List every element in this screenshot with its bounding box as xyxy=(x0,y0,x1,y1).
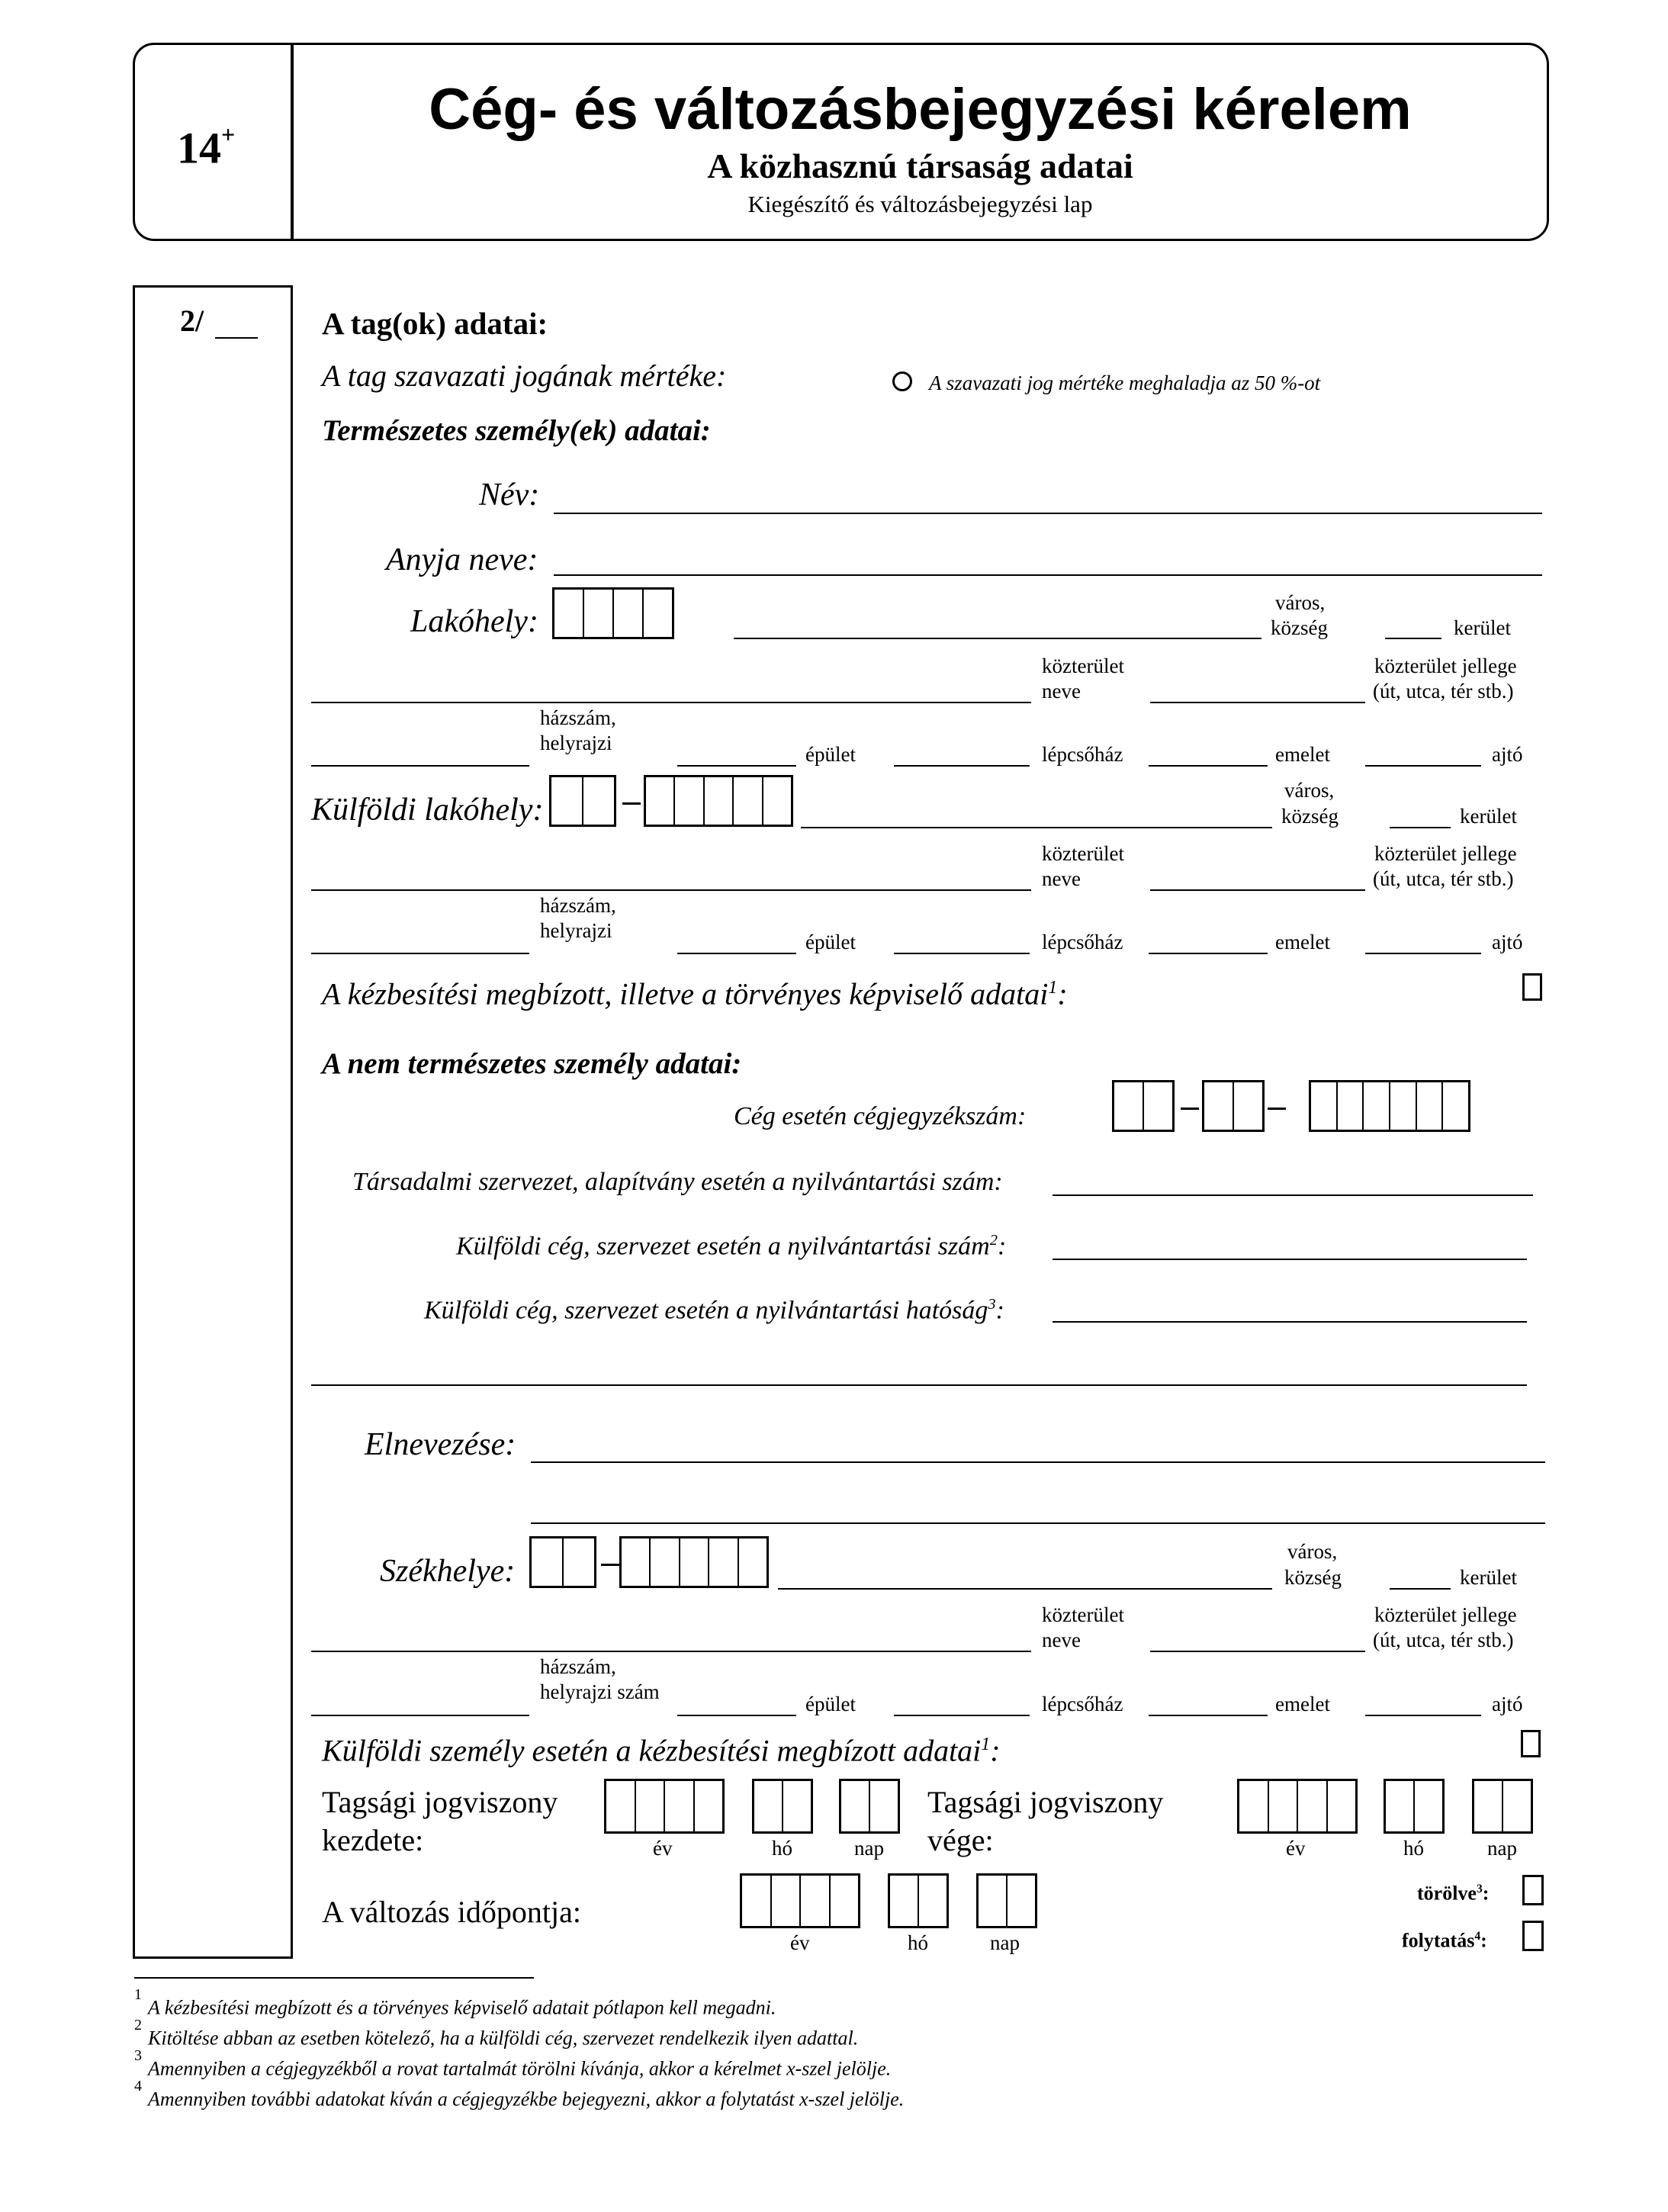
company-reg-cells-2[interactable] xyxy=(1202,1080,1265,1132)
foreign-delegate-label-sup: 1 xyxy=(981,1735,991,1754)
foreign-residence-door-field[interactable] xyxy=(1365,953,1481,954)
residence-street-label-2: neve xyxy=(1042,680,1081,703)
seat-district-field[interactable] xyxy=(1390,1588,1451,1590)
seat-stairs-label: lépcsőház xyxy=(1042,1693,1123,1715)
foreign-residence-street-type-label-2: (út, utca, tér stb.) xyxy=(1373,867,1514,890)
start-month-label: hó xyxy=(772,1837,792,1860)
end-label-2: vége: xyxy=(927,1823,994,1857)
foreign-residence-country-cells[interactable] xyxy=(549,775,616,827)
seat-street-type-label-1: közterület jellege xyxy=(1374,1603,1517,1626)
end-year-label: év xyxy=(1286,1837,1306,1860)
deleted-label-sup: 3 xyxy=(1476,1882,1483,1895)
company-reg-cells-1[interactable] xyxy=(1112,1080,1175,1132)
seat-building-label: épület xyxy=(805,1693,856,1715)
name-label: Név: xyxy=(479,477,540,513)
footnote-separator xyxy=(134,1977,534,1979)
seat-country-cells[interactable] xyxy=(529,1536,596,1588)
foreign-residence-street-field[interactable] xyxy=(311,889,1031,891)
company-reg-label: Cég esetén cégjegyzékszám: xyxy=(734,1102,1027,1130)
residence-label: Lakóhely: xyxy=(410,604,538,639)
vote-label: A tag szavazati jogának mértéke: xyxy=(322,358,727,393)
form-subtitle: A közhasznú társaság adatai xyxy=(707,146,1133,185)
end-day-label: nap xyxy=(1487,1837,1517,1860)
residence-building-label: épület xyxy=(805,743,856,766)
seat-house-label-1: házszám, xyxy=(540,1655,616,1678)
residence-district-label: kerület xyxy=(1454,616,1511,639)
foreign-residence-dash xyxy=(622,802,641,805)
residence-street-type-field[interactable] xyxy=(1150,702,1365,703)
change-month-label: hó xyxy=(908,1931,928,1954)
continue-label: folytatás$^4$: xyxy=(1402,1929,1487,1952)
continue-label-sup: 4 xyxy=(1474,1930,1481,1943)
seat-floor-label: emelet xyxy=(1275,1693,1330,1715)
end-month-label: hó xyxy=(1403,1837,1424,1860)
footnote-3-number: 3 xyxy=(134,2047,142,2064)
delegate-label-text: A kézbesítési megbízott, illetve a törvényes képviselő adatai xyxy=(322,976,1049,1011)
foreign-auth-label-text: Külföldi cég, szervezet esetén a nyilvántartási hatóság xyxy=(424,1296,988,1325)
seat-street-type-label-2: (út, utca, tér stb.) xyxy=(1373,1628,1514,1651)
residence-city-label-1: város, xyxy=(1275,591,1326,614)
foreign-auth-field[interactable] xyxy=(1053,1321,1527,1323)
continue-checkbox[interactable] xyxy=(1522,1921,1544,1951)
seat-door-label: ajtó xyxy=(1492,1693,1523,1715)
form-number-value: 14 xyxy=(177,123,221,173)
seat-zip-cells[interactable] xyxy=(619,1536,769,1588)
naming-label: Elnevezése: xyxy=(365,1427,516,1462)
residence-city-field[interactable] xyxy=(734,638,1261,639)
footnote-3 xyxy=(134,2047,892,2081)
seat-house-label-2: helyrajzi szám xyxy=(540,1680,660,1703)
foreign-residence-building-label: épület xyxy=(805,931,856,953)
form-number xyxy=(177,114,235,172)
social-org-label: Társadalmi szervezet, alapítvány esetén a nyilvántartási szám: xyxy=(352,1168,1003,1196)
social-org-field[interactable] xyxy=(1053,1194,1533,1196)
foreign-residence-stairs-label: lépcsőház xyxy=(1042,931,1123,953)
foreign-reg-field[interactable] xyxy=(1053,1259,1527,1260)
name-field[interactable] xyxy=(554,513,1542,514)
residence-district-field[interactable] xyxy=(1385,638,1441,639)
delegate-label: A kézbesítési megbízott, illetve a törvényes képviselő adatai$^1$: xyxy=(322,976,1068,1011)
seat-building-field[interactable] xyxy=(677,1715,796,1716)
mother-name-label: Anyja neve: xyxy=(386,542,538,577)
end-day-cells[interactable] xyxy=(1472,1779,1533,1834)
residence-house-field[interactable] xyxy=(311,765,529,767)
nonnatural-heading: A nem természetes személy adatai: xyxy=(322,1047,742,1080)
natural-heading: Természetes személy(ek) adatai: xyxy=(322,414,711,447)
foreign-residence-district-label: kerület xyxy=(1460,805,1517,828)
end-year-cells[interactable] xyxy=(1237,1779,1358,1834)
deleted-label: törölve$^3$: xyxy=(1417,1882,1490,1905)
change-year-label: év xyxy=(790,1931,810,1954)
footnote-2 xyxy=(134,2017,859,2050)
footnote-1-text: A kézbesítési megbízott és a törvényes képviselő adatait pótlapon kell megadni. xyxy=(148,1996,776,2019)
foreign-delegate-checkbox[interactable] xyxy=(1521,1730,1541,1757)
foreign-residence-floor-field[interactable] xyxy=(1149,953,1268,954)
foreign-delegate-label: Külföldi személy esetén a kézbesítési megbízott adatai$^1$: xyxy=(322,1733,1001,1768)
residence-floor-label: emelet xyxy=(1275,743,1330,766)
company-reg-dash-2 xyxy=(1268,1108,1286,1110)
footnote-1-number: 1 xyxy=(134,1986,142,2003)
residence-floor-field[interactable] xyxy=(1149,765,1268,767)
start-label-1: Tagsági jogviszony xyxy=(322,1785,558,1819)
change-month-cells[interactable] xyxy=(888,1873,949,1928)
continue-label-text: folytatás xyxy=(1402,1929,1475,1952)
foreign-residence-floor-label: emelet xyxy=(1275,931,1330,953)
change-label: A változás időpontja: xyxy=(322,1895,581,1929)
foreign-reg-label: Külföldi cég, szervezet esetén a nyilvántartási szám$^2$: xyxy=(456,1232,1007,1261)
residence-street-type-label-1: közterület jellege xyxy=(1374,654,1517,677)
page-counter-field[interactable] xyxy=(215,337,258,339)
residence-street-label-1: közterület xyxy=(1042,654,1124,677)
seat-floor-field[interactable] xyxy=(1149,1715,1268,1716)
seat-door-field[interactable] xyxy=(1365,1715,1481,1716)
company-reg-dash-1 xyxy=(1181,1108,1199,1110)
footnote-3-text: Amennyiben a cégjegyzékből a rovat tartalmát törölni kívánja, akkor a kérelmet x-szel jelölje. xyxy=(148,2057,892,2080)
form-title: Cég- és változásbejegyzési kérelem xyxy=(429,77,1412,142)
start-year-label: év xyxy=(653,1837,673,1860)
foreign-residence-district-field[interactable] xyxy=(1390,827,1451,828)
foreign-reg-label-sup: 2 xyxy=(989,1232,998,1249)
seat-label: Székhelye: xyxy=(380,1554,516,1589)
foreign-residence-street-type-label-1: közterület jellege xyxy=(1374,842,1517,865)
foreign-auth-field-2[interactable] xyxy=(311,1384,1527,1386)
vote-radio[interactable] xyxy=(892,371,912,391)
foreign-auth-label: Külföldi cég, szervezet esetén a nyilvántartási hatóság$^3$: xyxy=(424,1296,1004,1325)
residence-stairs-label: lépcsőház xyxy=(1042,743,1123,766)
seat-house-field[interactable] xyxy=(311,1715,529,1716)
residence-city-label-2: község xyxy=(1271,616,1328,639)
seat-street-label-1: közterület xyxy=(1042,1603,1124,1626)
footnote-4 xyxy=(134,2078,905,2111)
end-label-1: Tagsági jogviszony xyxy=(927,1785,1164,1819)
page-counter-label: 2/ xyxy=(180,304,204,338)
seat-city-label-1: város, xyxy=(1287,1540,1338,1563)
naming-field[interactable] xyxy=(531,1461,1545,1463)
residence-street-type-label-2: (út, utca, tér stb.) xyxy=(1373,680,1514,703)
foreign-auth-label-sup: 3 xyxy=(988,1296,996,1313)
foreign-residence-street-type-field[interactable] xyxy=(1150,889,1365,891)
form-number-sup: + xyxy=(221,121,236,148)
foreign-residence-street-label-1: közterület xyxy=(1042,842,1124,865)
footnote-2-text: Kitöltése abban az esetben kötelező, ha a külföldi cég, szervezet rendelkezik ilyen adattal. xyxy=(148,2027,859,2050)
foreign-residence-house-field[interactable] xyxy=(311,953,529,954)
change-day-cells[interactable] xyxy=(976,1873,1037,1928)
foreign-residence-street-label-2: neve xyxy=(1042,867,1081,890)
residence-zip-cells[interactable] xyxy=(552,587,674,639)
members-heading: A tag(ok) adatai: xyxy=(322,306,548,341)
foreign-residence-city-label-2: község xyxy=(1281,805,1339,828)
seat-city-field[interactable] xyxy=(778,1588,1272,1590)
seat-street-label-2: neve xyxy=(1042,1628,1081,1651)
delegate-label-sup: 1 xyxy=(1048,978,1058,998)
start-month-cells[interactable] xyxy=(752,1779,813,1834)
footnote-2-number: 2 xyxy=(134,2017,142,2034)
foreign-residence-door-label: ajtó xyxy=(1492,931,1523,953)
residence-building-field[interactable] xyxy=(677,765,796,767)
footnote-4-text: Amennyiben további adatokat kíván a cégjegyzékbe bejegyezni, akkor a folytatást x-szel jelölje. xyxy=(148,2088,905,2111)
residence-house-label-2: helyrajzi xyxy=(540,731,612,754)
footnote-4-number: 4 xyxy=(134,2078,142,2095)
residence-house-label-1: házszám, xyxy=(540,706,616,729)
vote-option-label: A szavazati jog mértéke meghaladja az 50 %-ot xyxy=(929,371,1321,394)
start-year-cells[interactable] xyxy=(604,1779,725,1834)
naming-field-2[interactable] xyxy=(531,1522,1545,1524)
foreign-residence-building-field[interactable] xyxy=(677,953,796,954)
foreign-residence-zip-cells[interactable] xyxy=(644,775,793,827)
company-reg-cells-3[interactable] xyxy=(1309,1080,1470,1132)
change-day-label: nap xyxy=(990,1931,1020,1954)
residence-door-field[interactable] xyxy=(1365,765,1481,767)
start-day-cells[interactable] xyxy=(839,1779,900,1834)
seat-district-label: kerület xyxy=(1460,1566,1517,1589)
foreign-residence-city-field[interactable] xyxy=(801,827,1272,828)
seat-dash xyxy=(601,1564,619,1566)
page-side-column xyxy=(133,285,293,1959)
delegate-checkbox[interactable] xyxy=(1522,973,1542,1001)
end-month-cells[interactable] xyxy=(1384,1779,1445,1834)
deleted-label-text: törölve xyxy=(1417,1882,1477,1905)
residence-stairs-field[interactable] xyxy=(894,765,1030,767)
seat-street-field[interactable] xyxy=(311,1651,1031,1652)
mother-name-field[interactable] xyxy=(554,574,1542,576)
foreign-residence-house-label-1: házszám, xyxy=(540,894,616,917)
form-subsubtitle: Kiegészítő és változásbejegyzési lap xyxy=(747,191,1093,217)
foreign-residence-label: Külföldi lakóhely: xyxy=(311,793,544,828)
foreign-reg-label-text: Külföldi cég, szervezet esetén a nyilvántartási szám xyxy=(456,1232,990,1261)
foreign-delegate-label-text: Külföldi személy esetén a kézbesítési megbízott adatai xyxy=(322,1733,982,1768)
seat-street-type-field[interactable] xyxy=(1150,1651,1365,1652)
seat-city-label-2: község xyxy=(1284,1566,1342,1589)
footnote-1 xyxy=(134,1986,776,2020)
residence-street-field[interactable] xyxy=(311,702,1031,703)
deleted-checkbox[interactable] xyxy=(1522,1875,1544,1905)
residence-door-label: ajtó xyxy=(1492,743,1523,766)
foreign-residence-stairs-field[interactable] xyxy=(894,953,1030,954)
foreign-residence-house-label-2: helyrajzi xyxy=(540,919,612,942)
page-counter xyxy=(180,304,204,339)
change-year-cells[interactable] xyxy=(740,1873,860,1928)
foreign-residence-city-label-1: város, xyxy=(1284,779,1335,802)
seat-stairs-field[interactable] xyxy=(894,1715,1030,1716)
start-label-2: kezdete: xyxy=(322,1823,424,1857)
start-day-label: nap xyxy=(854,1837,884,1860)
